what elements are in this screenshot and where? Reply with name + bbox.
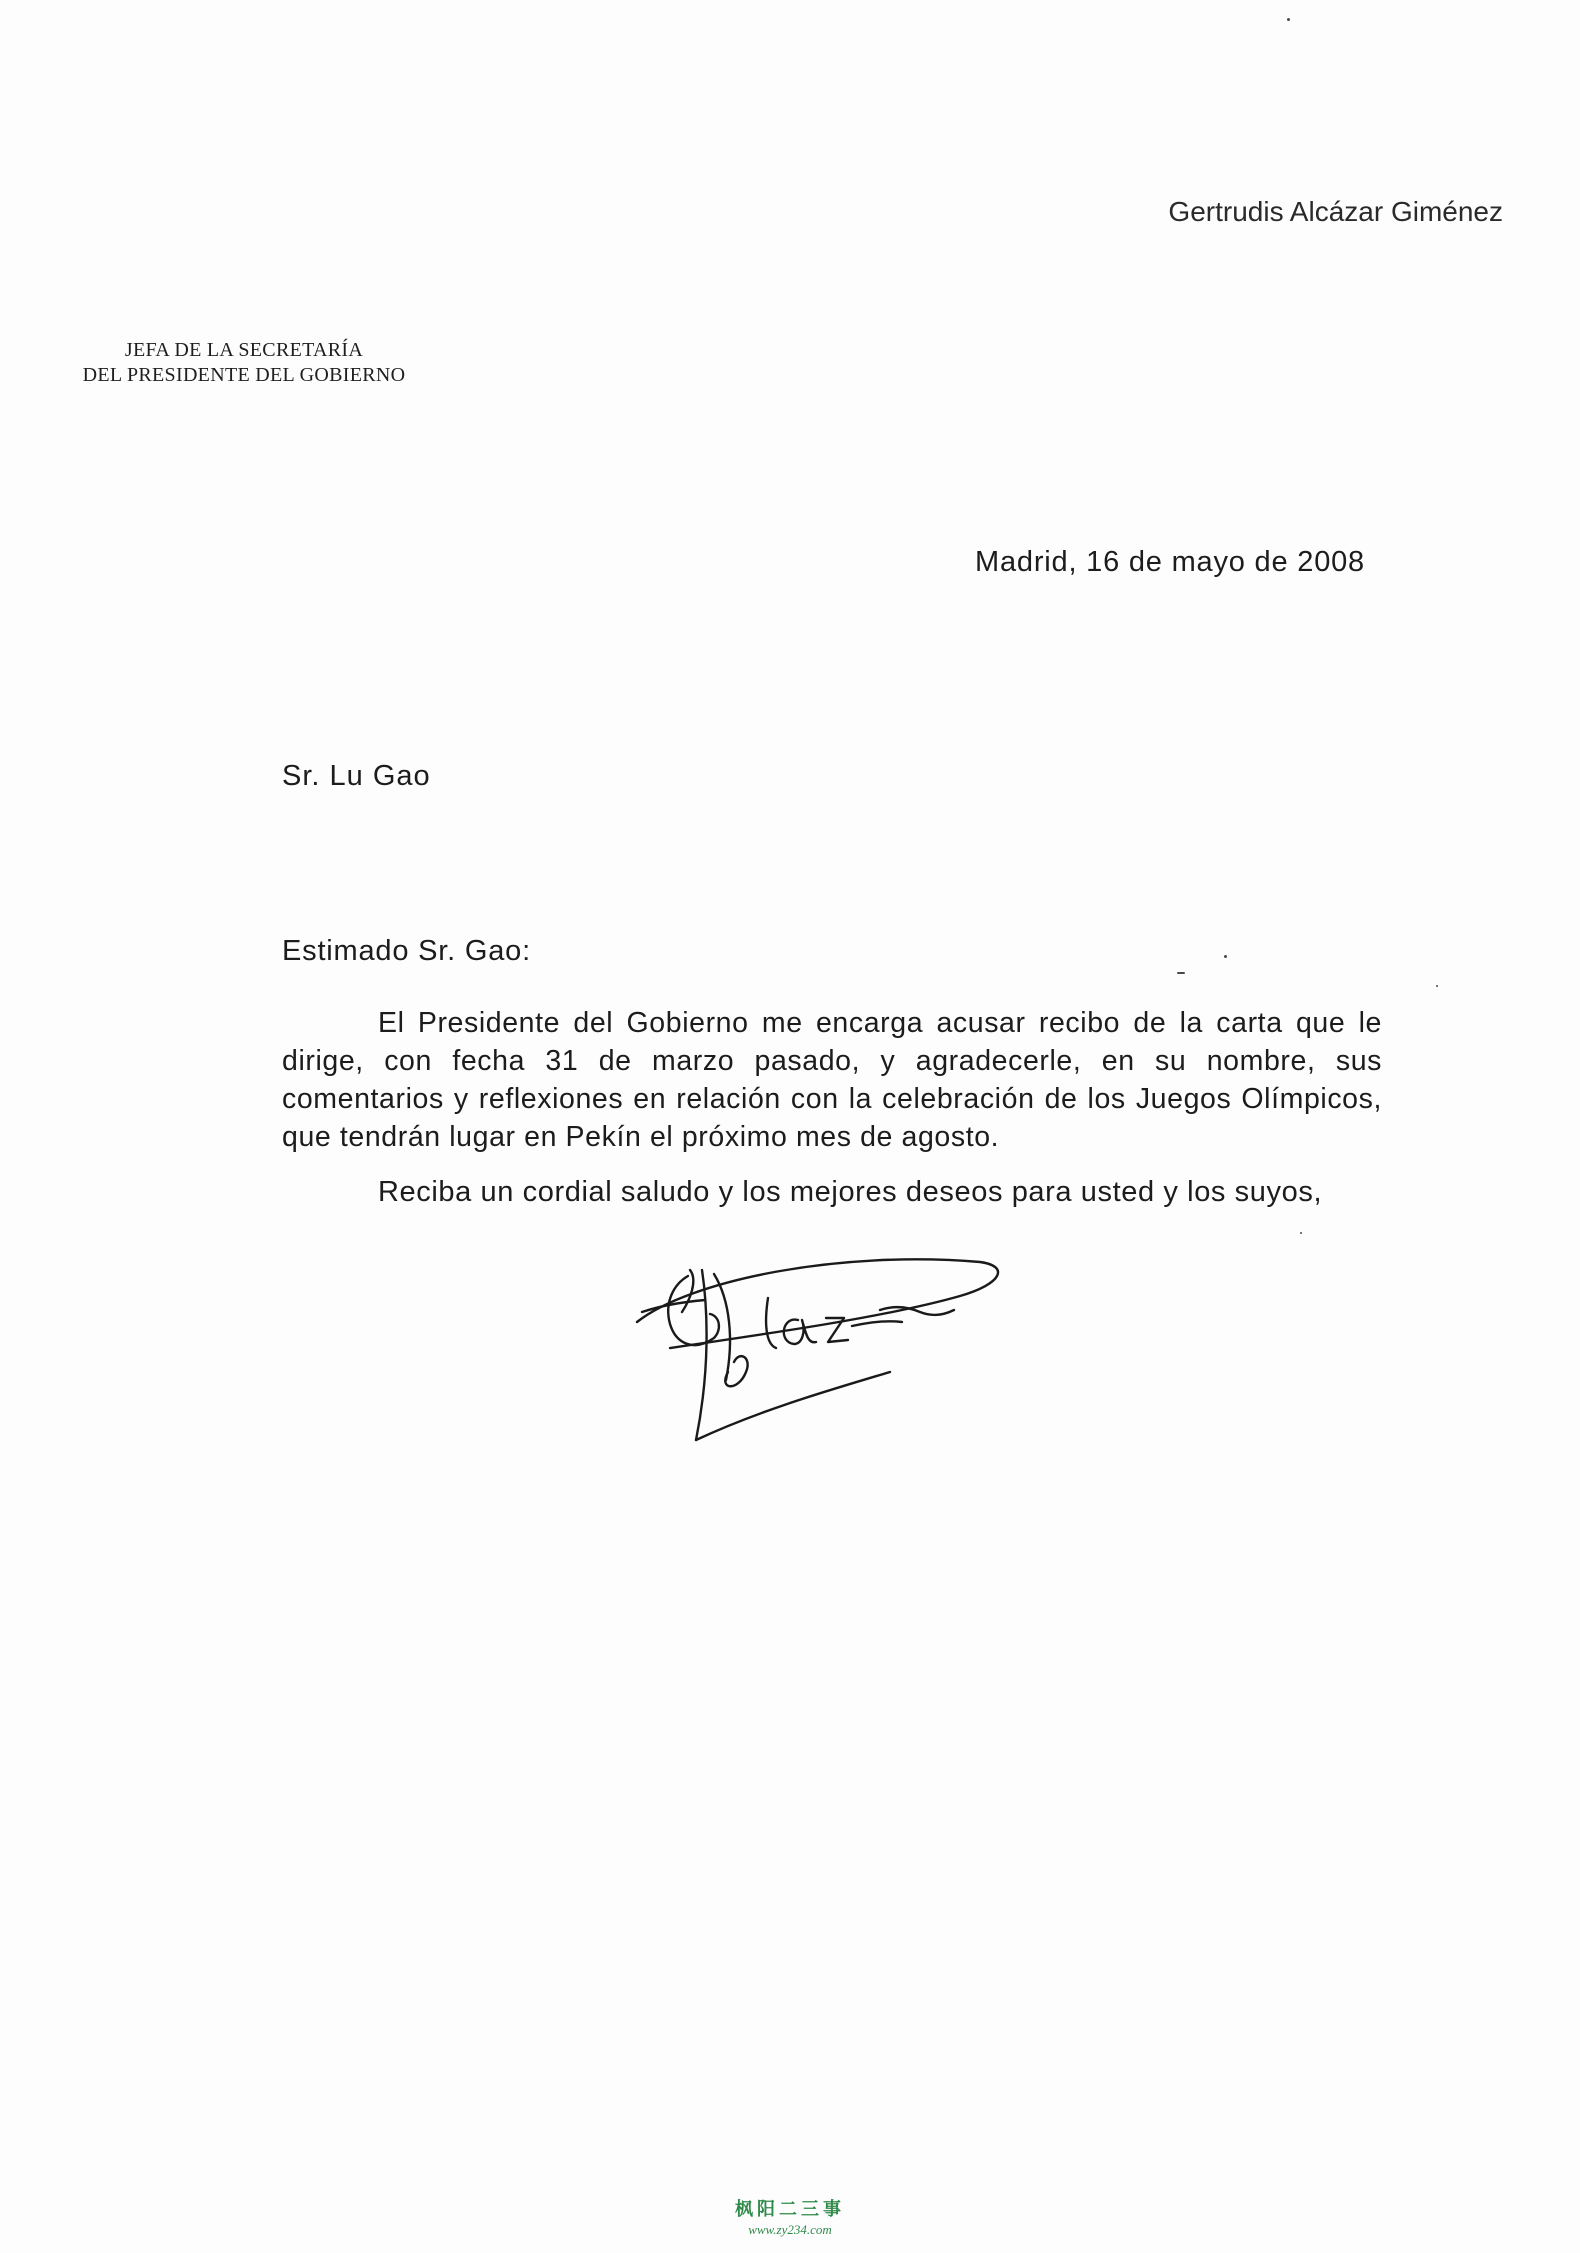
scan-speck [1224,955,1227,958]
handwritten-signature [630,1240,1010,1450]
office-title-line-2: DEL PRESIDENTE DEL GOBIERNO [82,364,406,386]
office-title-line-1: JEFA DE LA SECRETARÍA [124,339,364,361]
watermark-name: 枫阳二三事 [735,2199,845,2219]
body-line: que tendrán lugar en Pekín el próximo mes de agosto. [282,1121,1000,1153]
body-paragraph [282,1004,1382,1156]
letter-date: Madrid, 16 de mayo de 2008 [975,546,1365,578]
scan-speck [1300,1232,1302,1234]
body-line: El Presidente del Gobierno me encarga acusar recibo de la carta que le [378,1007,1382,1039]
closing-line: Reciba un cordial saludo y los mejores deseos para usted y los suyos, [378,1176,1323,1208]
salutation: Estimado Sr. Gao: [282,935,531,967]
body-line: dirige, con fecha 31 de marzo pasado, y agradecerle, en su nombre, sus [282,1045,1382,1077]
scan-speck [1287,18,1290,21]
scan-speck [1177,972,1185,974]
signatory-name: Gertrudis Alcázar Giménez [1168,196,1503,227]
scan-speck [1436,985,1438,987]
watermark-url: www.zy234.com [748,2222,832,2237]
office-title [74,338,414,388]
watermark [715,2195,865,2238]
body-line: comentarios y reflexiones en relación con la celebración de los Juegos Olímpicos, [282,1083,1382,1115]
recipient-name: Sr. Lu Gao [282,760,431,792]
